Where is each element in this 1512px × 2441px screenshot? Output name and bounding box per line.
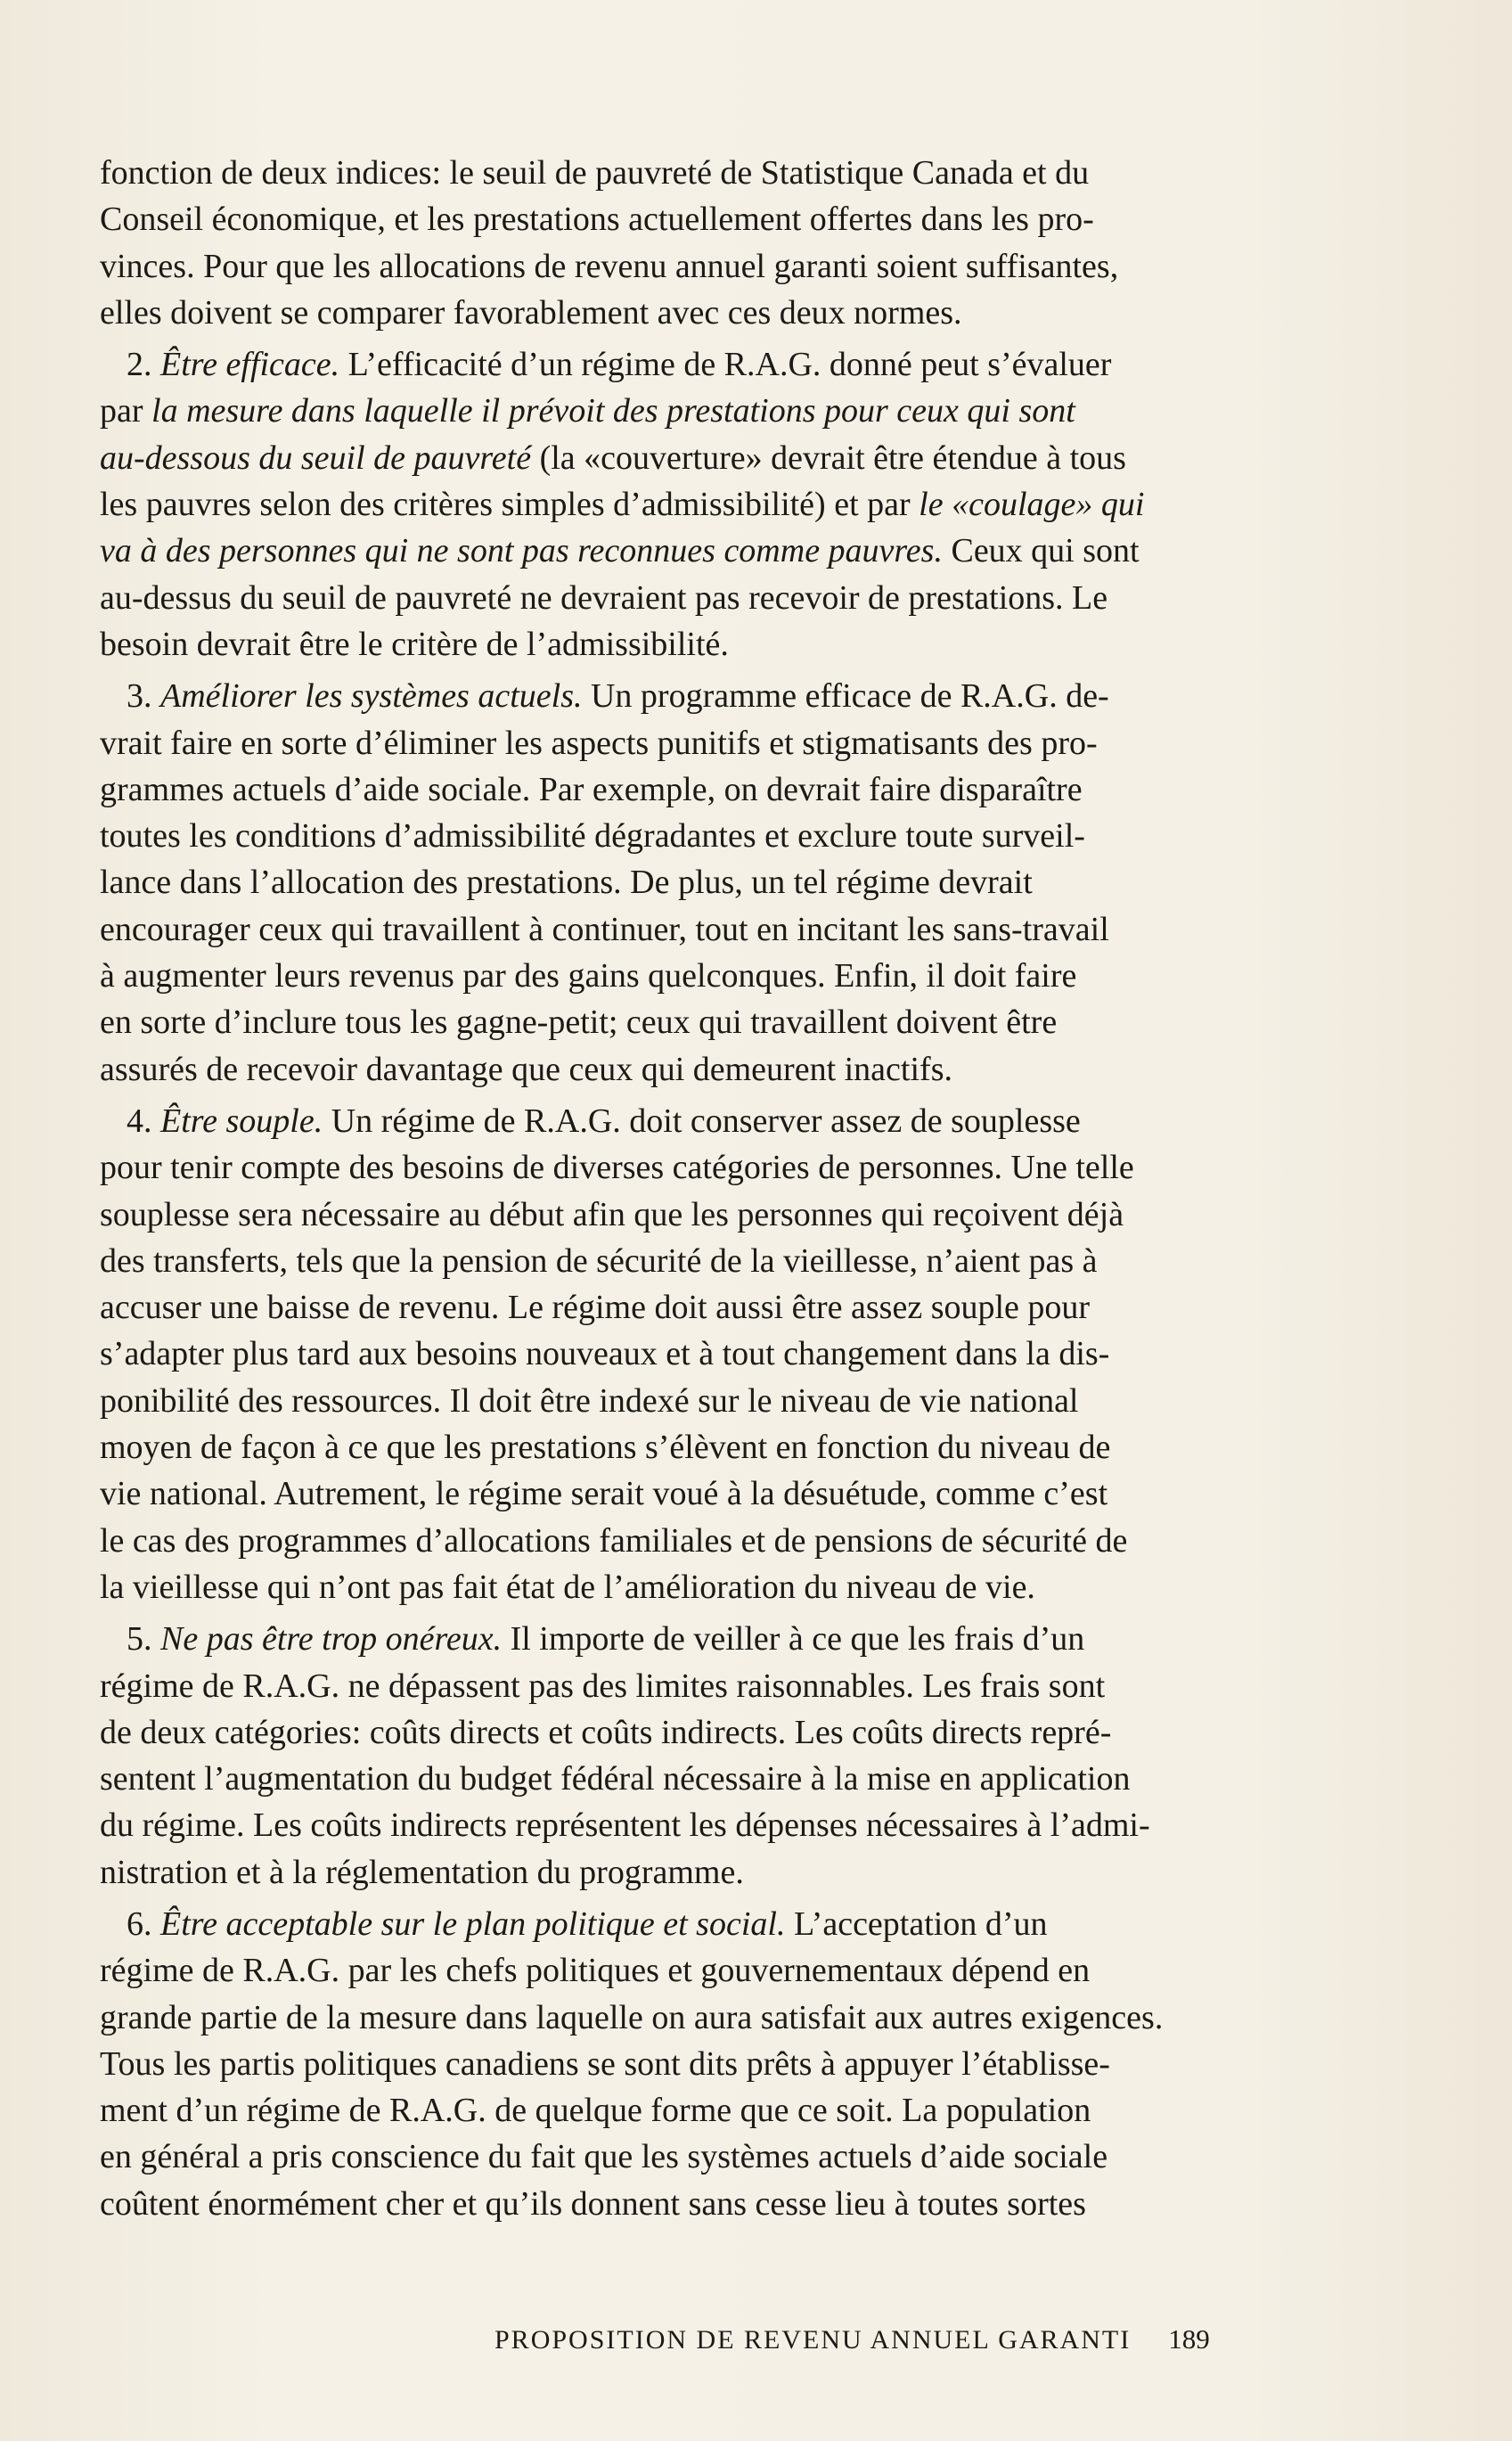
line-text: les pauvres selon des critères simples d’admissibilité) et par [100,486,911,524]
text-line: sentent l’augmentation du budget fédéral nécessaire à la mise en application [100,1760,1131,1798]
line-text: Ceux qui sont [951,532,1140,570]
text-line: la vieillesse qui n’ont pas fait état de l’amélioration du niveau de vie. [100,1568,1035,1606]
text-line: régime de R.A.G. ne dépassent pas des limites raisonnables. Les frais sont [100,1667,1106,1705]
text-line: elles doivent se comparer favorablement avec ces deux normes. [100,293,962,332]
text-line: assurés de recevoir davantage que ceux qui demeurent inactifs. [100,1050,952,1088]
line-italic: au-dessous du seuil de pauvreté [100,438,532,477]
running-title: PROPOSITION DE REVENU ANNUEL GARANTI [494,2325,1132,2355]
line-italic: la mesure dans laquelle il prévoit des prestations pour ceux qui sont [151,392,1075,430]
item-heading: Ne pas être trop onéreux. [160,1620,503,1659]
body-text [100,150,1334,2227]
line-italic: le «coulage» qui [919,486,1145,524]
page-number: 189 [1168,2323,1210,2355]
item-number: 6. [127,1904,152,1943]
line-text: L’acceptation d’un [793,1904,1048,1943]
line-text: Un programme efficace de R.A.G. de- [590,677,1109,716]
text-line: Tous les partis politiques canadiens se sont dits prêts à appuyer l’établisse- [100,2044,1110,2083]
paragraph-6 [100,1901,1334,2227]
item-heading: Être acceptable sur le plan politique et social. [160,1904,786,1943]
text-line: toutes les conditions d’admissibilité dégradantes et exclure toute surveil- [100,817,1085,856]
text-line: vrait faire en sorte d’éliminer les aspects punitifs et stigmatisants des pro- [100,724,1098,762]
text-line: s’adapter plus tard aux besoins nouveaux et à tout changement dans la dis- [100,1335,1110,1373]
text-line: vinces. Pour que les allocations de revenu annuel garanti soient suffisantes, [100,247,1119,285]
text-line: à augmenter leurs revenus par des gains quelconques. Enfin, il doit faire [100,957,1077,995]
text-line: ment d’un régime de R.A.G. de quelque forme que ce soit. La population [100,2092,1091,2130]
text-line: le cas des programmes d’allocations familiales et de pensions de sécurité de [100,1521,1128,1560]
line-text: Un régime de R.A.G. doit conserver assez de souplesse [331,1102,1081,1140]
text-line: besoin devrait être le critère de l’admissibilité. [100,625,729,663]
text-line: de deux catégories: coûts directs et coûts indirects. Les coûts directs repré- [100,1713,1112,1751]
item-number: 3. [127,677,152,716]
text-line: grammes actuels d’aide sociale. Par exemple, on devrait faire disparaître [100,770,1083,808]
text-line [100,673,1334,719]
text-line: fonction de deux indices: le seuil de pauvreté de Statistique Canada et du [100,154,1090,192]
text-line: en sorte d’inclure tous les gagne-petit; ceux qui travaillent doivent être [100,1003,1058,1042]
text-line: encourager ceux qui travaillent à continuer, tout en incitant les sans-travail [100,910,1109,948]
text-line: pour tenir compte des besoins de diverses catégories de personnes. Une telle [100,1149,1134,1187]
text-line [100,528,1334,574]
text-line: régime de R.A.G. par les chefs politiques et gouvernementaux dépend en [100,1952,1091,1990]
paragraph-3 [100,673,1334,1093]
text-line: du régime. Les coûts indirects représentent les dépenses nécessaires à l’admi- [100,1806,1150,1845]
text-line [100,1098,1334,1144]
paragraph-2 [100,341,1334,668]
item-number: 5. [127,1620,152,1659]
page-footer [494,2323,1210,2355]
text-line: lance dans l’allocation des prestations. De plus, un tel régime devrait [100,864,1033,902]
line-text: Il importe de veiller à ce que les frais d’un [510,1620,1085,1659]
line-text: L’efficacité d’un régime de R.A.G. donné peut s’évaluer [347,346,1112,384]
item-heading: Améliorer les systèmes actuels. [160,677,583,716]
text-line: en général a pris conscience du fait que les systèmes actuels d’aide sociale [100,2138,1108,2176]
text-line: souplesse sera nécessaire au début afin que les personnes qui reçoivent déjà [100,1195,1124,1233]
text-line: moyen de façon à ce que les prestations s’élèvent en fonction du niveau de [100,1429,1111,1467]
paragraph-intro [100,150,1334,336]
text-line [100,1901,1334,1947]
text-line [100,341,1334,388]
line-text: par [100,392,143,430]
item-number: 4. [127,1102,152,1140]
item-number: 2. [127,346,152,384]
text-line [100,435,1334,481]
item-heading: Être efficace. [160,346,340,384]
text-line: ponibilité des ressources. Il doit être indexé sur le niveau de vie national [100,1381,1079,1420]
text-line: grande partie de la mesure dans laquelle on aura satisfait aux autres exigences. [100,1998,1164,2036]
text-line [100,1616,1334,1662]
line-italic: va à des personnes qui ne sont pas reconnues comme pauvres. [100,532,943,570]
item-heading: Être souple. [160,1102,323,1140]
text-line: accuser une baisse de revenu. Le régime doit aussi être assez souple pour [100,1289,1091,1327]
text-line: Conseil économique, et les prestations actuellement offertes dans les pro- [100,201,1094,239]
text-line: vie national. Autrement, le régime serait voué à la désuétude, comme c’est [100,1475,1108,1513]
paragraph-5 [100,1616,1334,1896]
line-text: (la «couverture» devrait être étendue à tous [539,438,1126,477]
text-line [100,388,1334,434]
text-line: des transferts, tels que la pension de sécurité de la vieillesse, n’aient pas à [100,1241,1098,1280]
text-line: nistration et à la réglementation du programme. [100,1853,744,1891]
text-line [100,481,1334,528]
text-line: au-dessus du seuil de pauvreté ne devraient pas recevoir de prestations. Le [100,578,1108,617]
paragraph-4 [100,1098,1334,1610]
text-line: coûtent énormément cher et qu’ils donnent sans cesse lieu à toutes sortes [100,2184,1086,2223]
